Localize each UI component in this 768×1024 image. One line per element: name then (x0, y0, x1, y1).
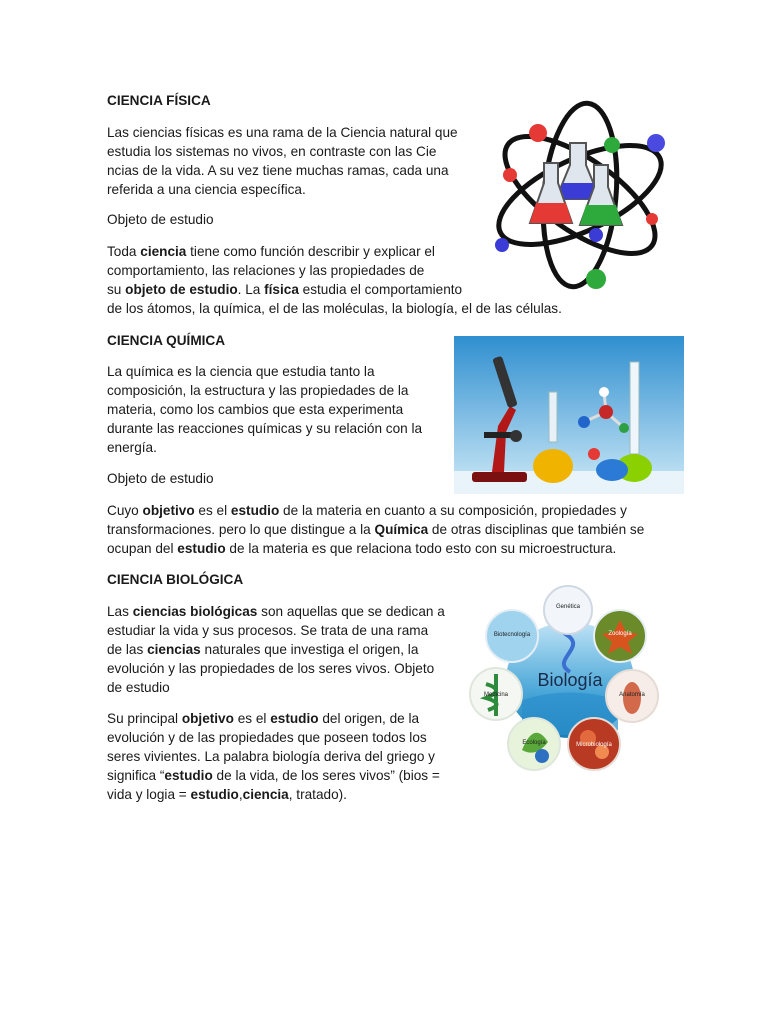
text-line: Toda ciencia tiene como función describir y explicar el (107, 244, 435, 259)
text-line: seres vivientes. La palabra biología deriva del griego y (107, 749, 435, 764)
fisica-intro (107, 123, 487, 199)
text-line: evolución y las propiedades de los seres vivos. Objeto (107, 661, 435, 676)
biologica-paragraph-2 (107, 709, 457, 804)
text-line: materia, como los cambios que esta experimenta (107, 402, 404, 417)
node-label: Biotecnología (493, 632, 531, 638)
text-line: transformaciones. pero lo que distingue a la Química de otras disciplinas que también se (107, 522, 645, 537)
node-medicina (470, 668, 522, 720)
node-microbiologia (568, 718, 620, 770)
lab-equipment-photo (454, 336, 684, 494)
node-label: Anatomía (619, 692, 645, 698)
text-line: energía. (107, 440, 157, 455)
text-line: estudia los sistemas no vivos, en contraste con las Cie (107, 144, 437, 159)
text-line: su objeto de estudio. La física estudia el comportamiento (107, 282, 463, 297)
text-line: comportamiento, las relaciones y las propiedades de (107, 263, 425, 278)
node-anatomia (606, 670, 658, 722)
atom-flasks-illustration (488, 95, 673, 295)
fisica-subheading: Objeto de estudio (107, 212, 214, 227)
text-line: ocupan del estudio de la materia es que relaciona todo esto con su microestructura. (107, 541, 617, 556)
node-label: Genética (555, 604, 581, 610)
node-label: Microbiología (576, 742, 612, 748)
heading-quimica: CIENCIA QUÍMICA (107, 333, 226, 348)
node-ecologia (508, 718, 560, 770)
text-line: composición, la estructura y las propiedades de la (107, 383, 409, 398)
quimica-subheading: Objeto de estudio (107, 471, 214, 486)
text-line: Su principal objetivo es el estudio del origen, de la (107, 711, 420, 726)
text-line: de los átomos, la química, el de las moléculas, la biología, el de las células. (107, 301, 562, 316)
text-line: Las ciencias biológicas son aquellas que se dedican a (107, 604, 445, 619)
node-label: Zoología (608, 631, 632, 637)
text-line: evolución y de las propiedades que poseen todos los (107, 730, 427, 745)
text-line: de estudio (107, 680, 170, 695)
text-line: Cuyo objetivo es el estudio de la materia en cuanto a su composición, propiedades y (107, 503, 627, 518)
heading-biologica: CIENCIA BIOLÓGICA (107, 572, 244, 587)
flask-blue-lab (596, 459, 628, 481)
node-label: Ecología (522, 740, 546, 746)
biology-branches-diagram (462, 580, 677, 775)
node-label: Medicina (483, 692, 509, 698)
node-genetica (544, 586, 592, 634)
node-zoologia (594, 610, 646, 662)
biologica-paragraph-1 (107, 602, 457, 697)
text-line: de las ciencias naturales que investiga el origen, la (107, 642, 419, 657)
text-line: estudiar la vida y sus procesos. Se trata de una rama (107, 623, 429, 638)
globe-icon (535, 749, 549, 763)
node-biotecnologia (486, 610, 538, 662)
text-line: vida y logia = estudio,ciencia, tratado). (107, 787, 347, 802)
text-line: Las ciencias físicas es una rama de la Ciencia natural que (107, 125, 458, 140)
text-line: ncias de la vida. A su vez tiene muchas ramas, cada una (107, 163, 449, 178)
heading-fisica: CIENCIA FÍSICA (107, 93, 211, 108)
text-line: La química es la ciencia que estudia tanto la (107, 364, 375, 379)
quimica-intro (107, 362, 447, 457)
text-line: significa “estudio de la vida, de los seres vivos” (bios = (107, 768, 440, 783)
body-icon (623, 682, 641, 714)
quimica-objeto-paragraph (107, 501, 667, 558)
diagram-center-label: Biología (537, 670, 603, 690)
text-line: referida a una ciencia específica. (107, 182, 306, 197)
text-line: durante las reacciones químicas y su relación con la (107, 421, 423, 436)
